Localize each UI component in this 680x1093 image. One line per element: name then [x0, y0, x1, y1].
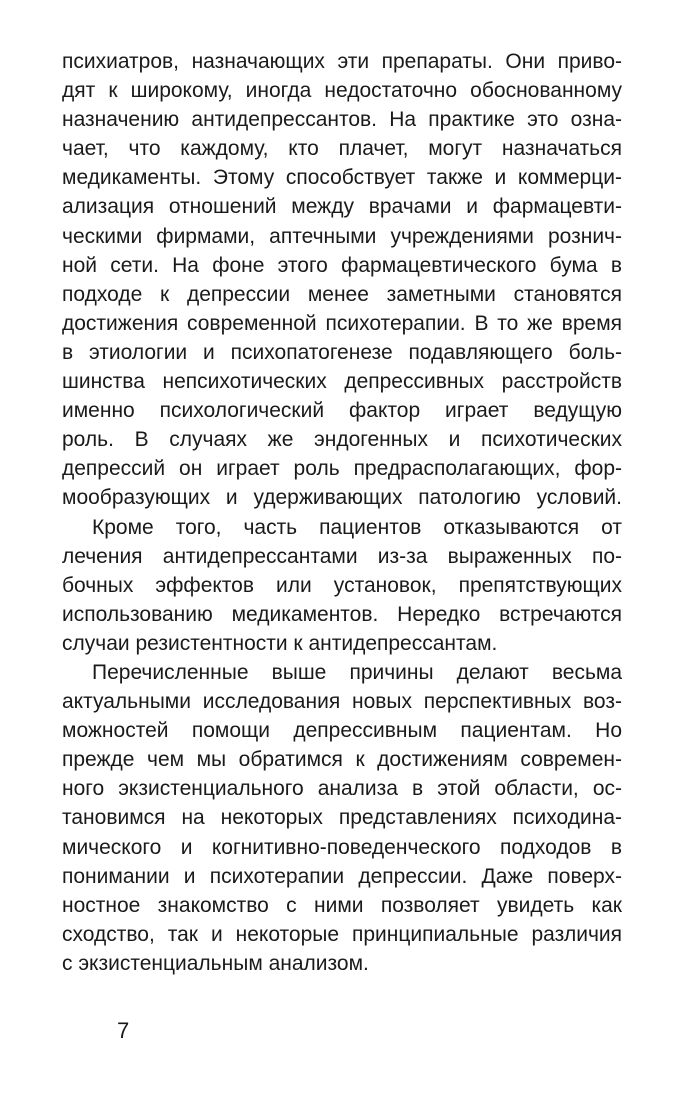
paragraph-first-line: Кроме того, часть пациентов отказываются от: [92, 515, 622, 539]
text-line: ного экзистенциального анализа в этой области, ос-: [62, 777, 622, 801]
paragraph-first-line: Перечисленные выше причины делают весьма: [92, 660, 622, 684]
text-line: с экзистенциальным анализом.: [62, 951, 369, 975]
text-line: можностей помощи депрессивным пациентам. Но: [62, 719, 622, 743]
text-line: психиатров, назначающих эти препараты. Они приво-: [62, 50, 622, 73]
text-line: лечения антидепрессантами из-за выраженных по-: [62, 544, 622, 568]
text-line: бочных эффектов или установок, препятствующих: [62, 573, 622, 597]
text-line: ализация отношений между врачами и фармацевти-: [62, 195, 622, 219]
text-line: достижения современной психотерапии. В то же время: [62, 311, 622, 335]
text-line: чает, что каждому, кто плачет, могут назначаться: [62, 137, 622, 161]
text-line: роль. В случаях же эндогенных и психотических: [62, 428, 622, 452]
text-line: подходе к депрессии менее заметными становятся: [62, 282, 622, 306]
text-line: использованию медикаментов. Нередко встречаются: [62, 602, 622, 626]
page-number: 7: [117, 1018, 130, 1043]
text-line: случаи резистентности к антидепрессантам.: [62, 631, 498, 655]
text-line: дят к широкому, иногда недостаточно обоснованному: [62, 79, 622, 103]
text-line: ностное знакомство с ними позволяет увидеть как: [62, 893, 622, 917]
text-line: сходство, так и некоторые принципиальные различия: [62, 922, 622, 946]
text-line: прежде чем мы обратимся к достижениям современ-: [62, 748, 622, 772]
text-line: мообразующих и удерживающих патологию условий.: [62, 486, 622, 510]
text-line: депрессий он играет роль предрасполагающих, фор-: [62, 457, 622, 481]
text-line: тановимся на некоторых представлениях психодина-: [62, 806, 622, 830]
text-line: понимании и психотерапии депрессии. Даже поверх-: [62, 864, 622, 888]
text-line: ческими фирмами, аптечными учреждениями рознич-: [62, 224, 622, 248]
page-body-text: [62, 47, 622, 978]
text-line: актуальными исследования новых перспективных воз-: [62, 690, 622, 714]
text-line: мического и когнитивно-поведенческого подходов в: [62, 835, 622, 859]
text-line: ной сети. На фоне этого фармацевтического бума в: [62, 253, 622, 277]
text-line: в этиологии и психопатогенезе подавляющего боль-: [62, 340, 622, 364]
text-line: именно психологический фактор играет ведущую: [62, 399, 622, 423]
text-line: шинства непсихотических депрессивных расстройств: [62, 370, 622, 394]
text-line: назначению антидепрессантов. На практике это озна-: [62, 108, 622, 132]
text-line: медикаменты. Этому способствует также и коммерци-: [62, 166, 622, 190]
